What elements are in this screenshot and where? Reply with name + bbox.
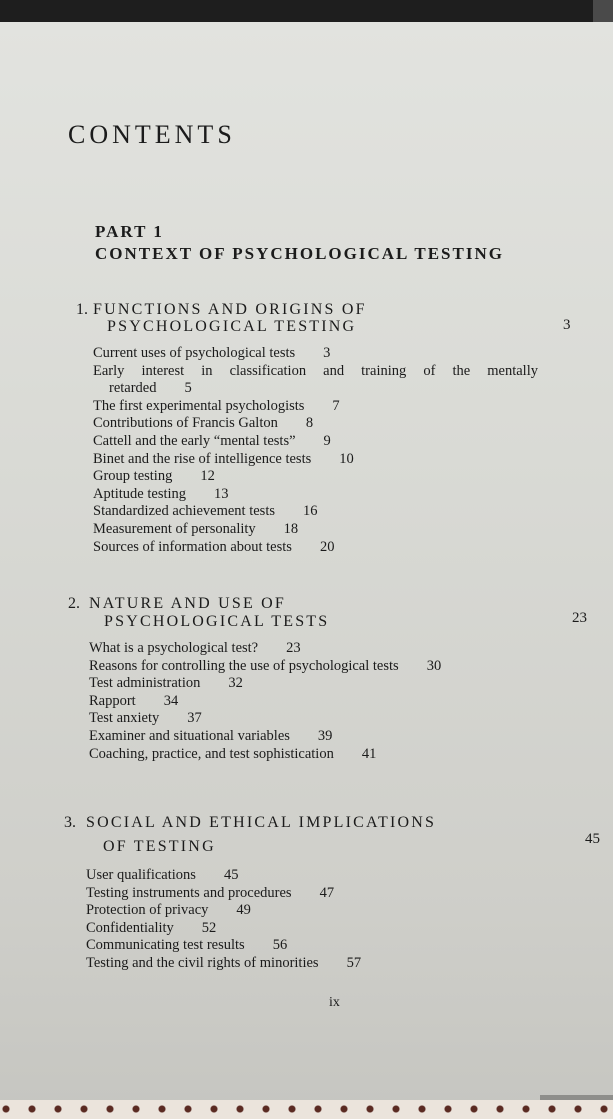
list-item[interactable]: Cattell and the early “mental tests” 9 xyxy=(93,432,331,449)
list-item[interactable]: Examiner and situational variables 39 xyxy=(89,727,333,744)
chapter-page-number: 3 xyxy=(563,317,571,333)
list-item[interactable]: Sources of information about tests 20 xyxy=(93,538,335,555)
list-item[interactable]: Test administration 32 xyxy=(89,675,243,692)
list-item[interactable]: Standardized achievement tests 16 xyxy=(93,503,318,520)
chapter-title-line1: NATURE AND USE OF xyxy=(89,595,286,612)
entry-list xyxy=(93,345,538,556)
list-item[interactable]: Contributions of Francis Galton 8 xyxy=(93,415,314,432)
list-item[interactable]: Confidentiality 52 xyxy=(86,919,217,936)
chapter-number: 2. xyxy=(68,595,80,612)
polka-dot-fabric xyxy=(0,1100,613,1119)
list-item[interactable]: Group testing 12 xyxy=(93,468,215,485)
entry-list xyxy=(89,640,441,763)
list-item[interactable]: Early interest in classification and training of the mentally xyxy=(93,362,538,379)
list-item[interactable]: Aptitude testing 13 xyxy=(93,485,229,502)
chapter-number: 1. xyxy=(76,301,88,318)
list-item[interactable]: User qualifications 45 xyxy=(86,867,239,883)
chapter-page-number: 45 xyxy=(585,831,600,847)
list-item[interactable]: Communicating test results 56 xyxy=(86,937,288,954)
chapter-title-line2: PSYCHOLOGICAL TESTING xyxy=(107,318,357,335)
chapter-page-number: 23 xyxy=(572,610,587,626)
list-item[interactable]: Binet and the rise of intelligence tests 10 xyxy=(93,450,354,467)
background-edge xyxy=(593,0,613,22)
list-item[interactable]: Testing instruments and procedures 47 xyxy=(86,884,335,901)
list-item[interactable]: Reasons for controlling the use of psychological tests 30 xyxy=(89,657,442,674)
list-item[interactable]: Test anxiety 37 xyxy=(89,710,202,727)
list-item[interactable]: What is a psychological test? 23 xyxy=(89,640,301,656)
part-label: PART 1 xyxy=(95,222,164,241)
chapter-title-line2: OF TESTING xyxy=(103,838,216,855)
list-item[interactable]: The first experimental psychologists 7 xyxy=(93,397,340,414)
list-item[interactable]: Rapport 34 xyxy=(89,692,179,709)
chapter-title-line1: SOCIAL AND ETHICAL IMPLICATIONS xyxy=(86,814,437,831)
list-item[interactable]: Coaching, practice, and test sophistication 41 xyxy=(89,745,377,762)
list-item[interactable]: Testing and the civil rights of minorities 57 xyxy=(86,954,362,971)
chapter-number: 3. xyxy=(64,814,76,831)
list-item[interactable]: Current uses of psychological tests 3 xyxy=(93,345,331,361)
entry-list xyxy=(86,867,361,973)
list-item-continuation[interactable]: retarded 5 xyxy=(109,380,192,397)
page-folio: ix xyxy=(329,995,340,1010)
chapter-title-line2: PSYCHOLOGICAL TESTS xyxy=(104,613,330,630)
part-title: CONTEXT OF PSYCHOLOGICAL TESTING xyxy=(95,244,504,263)
list-item[interactable]: Protection of privacy 49 xyxy=(86,902,251,919)
page-title: CONTENTS xyxy=(68,120,236,149)
list-item[interactable]: Measurement of personality 18 xyxy=(93,520,299,537)
chapter-title-line1: FUNCTIONS AND ORIGINS OF xyxy=(93,301,367,318)
